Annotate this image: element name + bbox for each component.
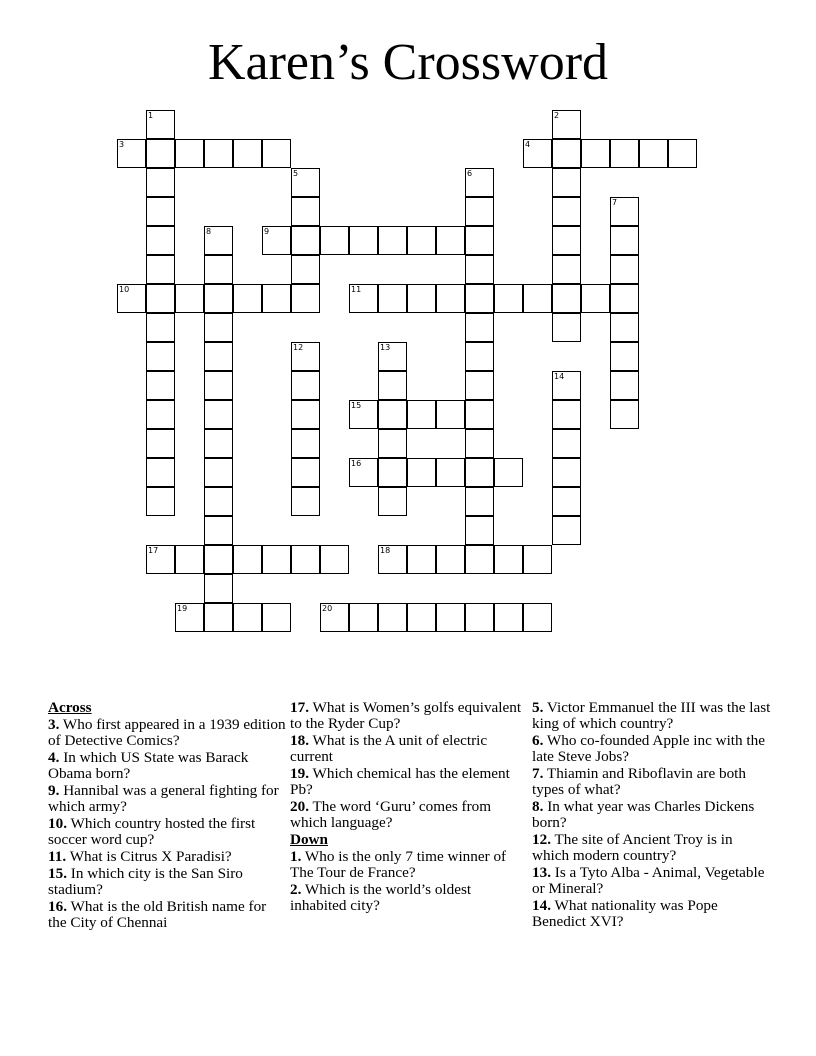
grid-cell[interactable] [146,197,175,226]
down-clue [290,849,530,881]
grid-cell[interactable] [552,371,581,400]
cell-number: 19 [177,604,188,613]
grid-cell[interactable] [552,110,581,139]
across-heading: Across [48,699,92,716]
grid-cell[interactable] [146,284,175,313]
down-clue [532,832,772,864]
cell-number: 8 [206,227,212,236]
grid-cell[interactable] [494,545,523,574]
grid-cell[interactable] [262,603,291,632]
grid-cell[interactable] [204,371,233,400]
clue-text: Which is the world’s oldest inhabited city? [290,881,472,914]
clue-number: 5. [532,699,544,716]
grid-cell[interactable] [552,284,581,313]
grid-cell[interactable] [146,342,175,371]
grid-cell[interactable] [204,400,233,429]
grid-cell[interactable] [407,400,436,429]
grid-cell[interactable] [233,545,262,574]
clue-number: 13. [532,864,551,881]
clue-text: In what year was Charles Dickens born? [532,798,755,831]
grid-cell[interactable] [204,226,233,255]
clue-number: 20. [290,798,309,815]
grid-cell[interactable] [320,603,349,632]
grid-cell[interactable] [233,284,262,313]
clue-number: 9. [48,782,60,799]
clue-text: What is Women’s golfs equivalent to the Ryder Cup? [290,699,522,732]
grid-cell[interactable] [146,458,175,487]
grid-cell[interactable] [523,284,552,313]
grid-cell[interactable] [204,255,233,284]
clue-text: Which chemical has the element Pb? [290,765,510,798]
grid-cell[interactable] [523,545,552,574]
grid-cell[interactable] [581,284,610,313]
grid-cell[interactable] [465,516,494,545]
clue-number: 6. [532,732,544,749]
grid-cell[interactable] [407,458,436,487]
grid-cell[interactable] [175,545,204,574]
grid-cell[interactable] [465,487,494,516]
grid-cell[interactable] [552,458,581,487]
clues-column-3 [532,700,772,931]
grid-cell[interactable] [465,371,494,400]
grid-cell[interactable] [262,284,291,313]
grid-cell[interactable] [262,226,291,255]
grid-cell[interactable] [204,429,233,458]
grid-cell[interactable] [146,110,175,139]
grid-cell[interactable] [378,226,407,255]
grid-cell[interactable] [175,284,204,313]
across-clue [290,700,530,732]
clue-number: 1. [290,848,302,865]
across-clue [48,866,288,898]
grid-cell[interactable] [146,400,175,429]
grid-cell[interactable] [668,139,697,168]
cell-number: 14 [554,372,565,381]
clue-number: 11. [48,848,67,865]
grid-cell[interactable] [291,168,320,197]
grid-cell[interactable] [610,371,639,400]
clues-column-1 [48,700,288,932]
clue-text: Who is the only 7 time winner of The Tour de France? [290,848,507,881]
grid-cell[interactable] [146,168,175,197]
grid-cell[interactable] [494,284,523,313]
grid-cell[interactable] [349,226,378,255]
grid-cell[interactable] [523,139,552,168]
clue-text: What is Citrus X Paradisi? [69,848,232,865]
grid-cell[interactable] [204,603,233,632]
grid-cell[interactable] [117,284,146,313]
grid-cell[interactable] [175,139,204,168]
down-clue [532,865,772,897]
grid-cell[interactable] [378,458,407,487]
grid-cell[interactable] [552,226,581,255]
grid-cell[interactable] [204,458,233,487]
grid-cell[interactable] [465,458,494,487]
clues-column-2 [290,700,530,915]
cell-number: 7 [612,198,618,207]
grid-cell[interactable] [233,139,262,168]
grid-cell[interactable] [349,284,378,313]
grid-cell[interactable] [204,545,233,574]
grid-cell[interactable] [436,545,465,574]
clue-text: The site of Ancient Troy is in which modern country? [532,831,733,864]
grid-cell[interactable] [146,226,175,255]
grid-cell[interactable] [639,139,668,168]
grid-cell[interactable] [552,255,581,284]
clue-number: 12. [532,831,551,848]
grid-cell[interactable] [378,342,407,371]
clue-text: Is a Tyto Alba - Animal, Vegetable or Mineral? [532,864,765,897]
clue-text: Victor Emmanuel the III was the last king of which country? [532,699,771,732]
grid-cell[interactable] [291,284,320,313]
grid-cell[interactable] [610,342,639,371]
clue-number: 19. [290,765,309,782]
grid-cell[interactable] [465,284,494,313]
grid-cell[interactable] [407,603,436,632]
cell-number: 2 [554,111,560,120]
grid-cell[interactable] [291,545,320,574]
grid-cell[interactable] [436,226,465,255]
cell-number: 6 [467,169,473,178]
across-clue [290,799,530,831]
across-clue [48,899,288,931]
grid-cell[interactable] [378,429,407,458]
grid-cell[interactable] [146,545,175,574]
grid-cell[interactable] [349,603,378,632]
grid-cell[interactable] [204,574,233,603]
down-clue [532,700,772,732]
clue-number: 18. [290,732,309,749]
clue-number: 10. [48,815,67,832]
grid-cell[interactable] [291,197,320,226]
grid-cell[interactable] [378,400,407,429]
grid-cell[interactable] [349,400,378,429]
clue-number: 7. [532,765,544,782]
grid-cell[interactable] [291,371,320,400]
grid-cell[interactable] [204,313,233,342]
clue-number: 17. [290,699,309,716]
grid-cell[interactable] [146,255,175,284]
cell-number: 20 [322,604,333,613]
clue-text: Thiamin and Riboflavin are both types of what? [532,765,746,798]
clue-text: In which US State was Barack Obama born? [48,749,249,782]
grid-cell[interactable] [407,545,436,574]
grid-cell[interactable] [465,342,494,371]
grid-cell[interactable] [204,487,233,516]
grid-cell[interactable] [581,139,610,168]
grid-cell[interactable] [378,603,407,632]
across-clue [48,849,288,865]
cell-number: 12 [293,343,304,352]
cell-number: 13 [380,343,391,352]
grid-cell[interactable] [610,284,639,313]
grid-cell[interactable] [436,603,465,632]
clue-number: 2. [290,881,302,898]
grid-cell[interactable] [552,197,581,226]
grid-cell[interactable] [552,168,581,197]
grid-cell[interactable] [465,226,494,255]
grid-cell[interactable] [610,400,639,429]
clue-text: What is the A unit of electric current [290,732,488,765]
clue-number: 14. [532,897,551,914]
grid-cell[interactable] [378,487,407,516]
grid-cell[interactable] [552,429,581,458]
grid-cell[interactable] [436,284,465,313]
grid-cell[interactable] [465,545,494,574]
across-clue [290,766,530,798]
clue-number: 16. [48,898,67,915]
clue-text: The word ‘Guru’ comes from which language? [290,798,492,831]
grid-cell[interactable] [407,226,436,255]
clue-text: Hannibal was a general fighting for which army? [48,782,279,815]
grid-cell[interactable] [552,313,581,342]
grid-cell[interactable] [291,255,320,284]
across-clue [48,750,288,782]
clue-number: 15. [48,865,67,882]
cell-number: 3 [119,140,125,149]
cell-number: 1 [148,111,154,120]
clue-text: In which city is the San Siro stadium? [48,865,243,898]
grid-cell[interactable] [146,313,175,342]
clue-text: Which country hosted the first soccer word cup? [48,815,256,848]
grid-cell[interactable] [610,255,639,284]
grid-cell[interactable] [146,139,175,168]
across-clue [48,783,288,815]
grid-cell[interactable] [204,139,233,168]
clue-text: What nationality was Pope Benedict XVI? [532,897,718,930]
down-clue [532,799,772,831]
grid-cell[interactable] [552,400,581,429]
grid-cell[interactable] [262,545,291,574]
clue-number: 3. [48,716,60,733]
clue-text: Who first appeared in a 1939 edition of Detective Comics? [48,716,286,749]
cell-number: 15 [351,401,362,410]
grid-cell[interactable] [552,516,581,545]
grid-cell[interactable] [378,371,407,400]
grid-cell[interactable] [146,487,175,516]
page-title: Karen’s Crossword [207,34,609,91]
grid-cell[interactable] [204,516,233,545]
grid-cell[interactable] [320,226,349,255]
grid-cell[interactable] [175,603,204,632]
grid-cell[interactable] [610,139,639,168]
grid-cell[interactable] [465,197,494,226]
grid-cell[interactable] [494,458,523,487]
grid-cell[interactable] [465,400,494,429]
cell-number: 17 [148,546,159,555]
down-clue [532,766,772,798]
grid-cell[interactable] [436,400,465,429]
grid-cell[interactable] [436,458,465,487]
grid-cell[interactable] [610,313,639,342]
grid-cell[interactable] [204,342,233,371]
grid-cell[interactable] [523,603,552,632]
cell-number: 4 [525,140,531,149]
grid-cell[interactable] [349,458,378,487]
grid-cell[interactable] [291,487,320,516]
cell-number: 5 [293,169,299,178]
across-clue [290,733,530,765]
cell-number: 16 [351,459,362,468]
cell-number: 11 [351,285,362,294]
cell-number: 9 [264,227,270,236]
grid-cell[interactable] [146,371,175,400]
cell-number: 10 [119,285,130,294]
grid-cell[interactable] [291,226,320,255]
grid-cell[interactable] [204,284,233,313]
grid-cell[interactable] [291,458,320,487]
grid-cell[interactable] [117,139,146,168]
grid-cell[interactable] [552,139,581,168]
clue-text: Who co-founded Apple inc with the late Steve Jobs? [532,732,765,765]
grid-cell[interactable] [320,545,349,574]
grid-cell[interactable] [610,197,639,226]
grid-cell[interactable] [291,342,320,371]
grid-cell[interactable] [465,603,494,632]
down-clue [532,733,772,765]
grid-cell[interactable] [465,255,494,284]
grid-cell[interactable] [552,487,581,516]
cell-number: 18 [380,546,391,555]
grid-cell[interactable] [378,545,407,574]
grid-cell[interactable] [610,226,639,255]
grid-cell[interactable] [262,139,291,168]
grid-cell[interactable] [407,284,436,313]
grid-cell[interactable] [291,429,320,458]
down-heading: Down [290,831,328,848]
grid-cell[interactable] [465,168,494,197]
clue-number: 8. [532,798,544,815]
grid-cell[interactable] [465,429,494,458]
grid-cell[interactable] [378,284,407,313]
down-clue [290,882,530,914]
grid-cell[interactable] [465,313,494,342]
grid-cell[interactable] [291,400,320,429]
grid-cell[interactable] [146,429,175,458]
clue-number: 4. [48,749,60,766]
across-clue [48,816,288,848]
grid-cell[interactable] [233,603,262,632]
clue-text: What is the old British name for the City of Chennai [48,898,267,931]
down-clue [532,898,772,930]
across-clue [48,717,288,749]
grid-cell[interactable] [494,603,523,632]
